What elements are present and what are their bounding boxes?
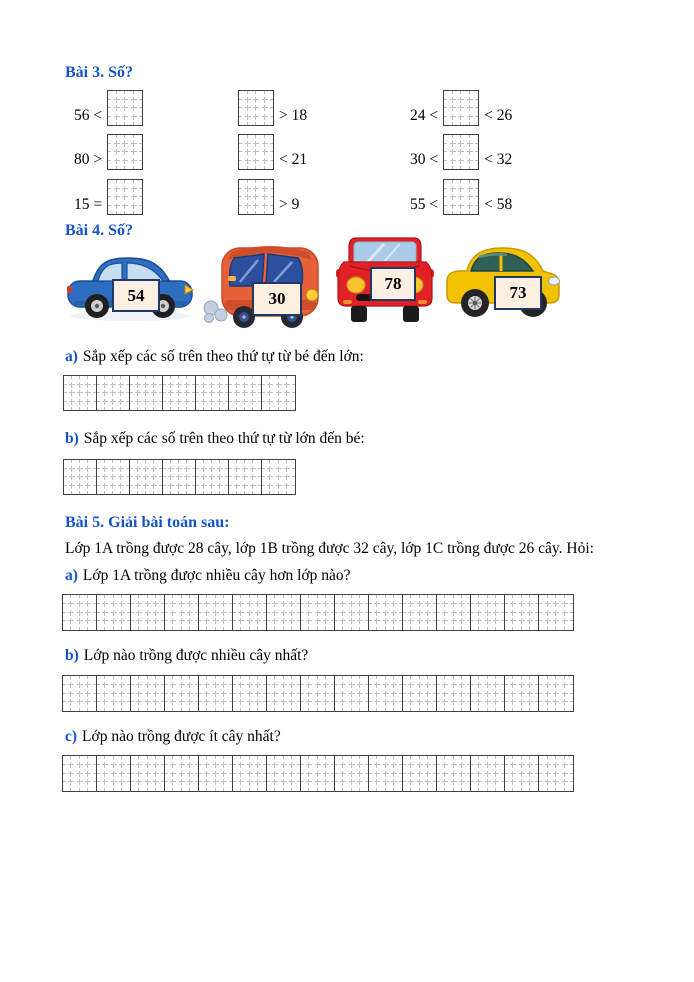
comparison-right-label: < 26	[484, 107, 513, 124]
comparison-item	[238, 89, 307, 126]
comparison-left-label: 15 =	[74, 196, 103, 213]
answer-grid-sort-ascending[interactable]	[63, 375, 296, 411]
comparison-left-label: 24 <	[410, 107, 439, 124]
comparison-item	[238, 133, 307, 170]
bai5-title: Bài 5. Giải bài toán sau:	[65, 514, 230, 531]
question-marker: c)	[65, 728, 78, 745]
bai5-question-b	[65, 646, 308, 666]
comparison-item	[238, 178, 299, 215]
answer-grid-sort-descending[interactable]	[63, 459, 296, 495]
question-text: Lớp nào trồng được ít cây nhất?	[82, 728, 281, 745]
answer-box[interactable]	[443, 134, 479, 170]
question-marker: b)	[65, 430, 79, 447]
question-text: Sắp xếp các số trên theo thứ tự từ bé đến lớn:	[82, 348, 364, 365]
answer-box[interactable]	[238, 179, 274, 215]
bai3-title: Bài 3. Số?	[65, 64, 134, 81]
car-number: 73	[509, 283, 527, 302]
car-number: 54	[127, 285, 145, 305]
comparison-right-label: < 32	[484, 151, 513, 168]
comparison-left-label: 30 <	[410, 151, 439, 168]
bai4-title: Bài 4. Số?	[65, 222, 134, 239]
bai5-question-a	[65, 566, 351, 586]
answer-box[interactable]	[107, 134, 143, 170]
question-text: Lớp nào trồng được nhiều cây nhất?	[83, 647, 309, 664]
question-text: Sắp xếp các số trên theo thứ tự từ lớn đến bé:	[83, 430, 365, 447]
comparison-item	[74, 89, 143, 126]
comparison-item	[74, 178, 143, 215]
answer-grid-question-c[interactable]	[62, 755, 574, 792]
answer-box[interactable]	[238, 90, 274, 126]
question-text: Lớp 1A trồng được nhiều cây hơn lớp nào?	[82, 567, 351, 584]
question-marker: a)	[65, 567, 78, 584]
bai4-question-b	[65, 429, 365, 449]
bai5-question-c	[65, 727, 281, 747]
question-marker: a)	[65, 348, 78, 365]
car-number-plate	[370, 267, 416, 301]
answer-box[interactable]	[238, 134, 274, 170]
comparison-item	[410, 178, 512, 215]
answer-grid-question-a[interactable]	[62, 594, 574, 631]
bai4-question-a	[65, 347, 364, 367]
comparison-right-label: > 18	[279, 107, 308, 124]
car-number: 78	[384, 274, 402, 293]
question-marker: b)	[65, 647, 79, 664]
answer-box[interactable]	[443, 179, 479, 215]
comparison-item	[410, 133, 512, 170]
answer-box[interactable]	[443, 90, 479, 126]
car-number-plate	[112, 279, 160, 312]
bai5-problem-text: Lớp 1A trồng được 28 cây, lớp 1B trồng được 32 cây, lớp 1C trồng được 26 cây. Hỏi:	[65, 540, 594, 557]
answer-grid-question-b[interactable]	[62, 675, 574, 712]
comparison-left-label: 55 <	[410, 196, 439, 213]
comparison-left-label: 80 >	[74, 151, 103, 168]
car-number-plate	[252, 282, 302, 316]
comparison-item	[74, 133, 143, 170]
answer-box[interactable]	[107, 90, 143, 126]
comparison-right-label: < 58	[484, 196, 513, 213]
car-number: 30	[268, 289, 286, 308]
comparison-right-label: < 21	[279, 151, 308, 168]
comparison-right-label: > 9	[279, 196, 300, 213]
car-number-plate	[494, 276, 542, 310]
comparison-left-label: 56 <	[74, 107, 103, 124]
comparison-item	[410, 89, 512, 126]
answer-box[interactable]	[107, 179, 143, 215]
